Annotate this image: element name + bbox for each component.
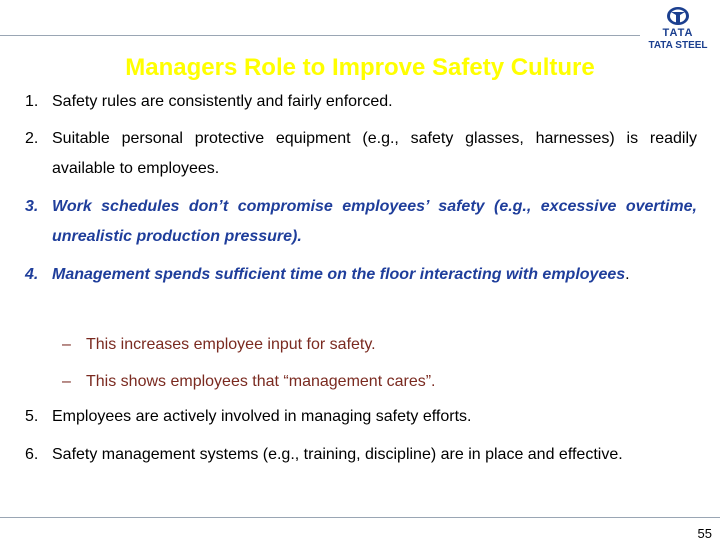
sub-item-2: [62, 373, 435, 391]
list-number: 6.: [25, 446, 39, 463]
list-number: 3.: [25, 198, 39, 215]
sub-item-text: This shows employees that “management cares”.: [86, 373, 436, 390]
list-text-wrapper: [52, 260, 697, 290]
list-number: 5.: [25, 408, 39, 425]
list-text: Safety management systems (e.g., training, discipline) are in place and effective.: [52, 446, 623, 463]
sub-item-dash: –: [62, 373, 71, 390]
logo-text-tata: TATA: [662, 27, 694, 39]
list-text: Suitable personal protective equipment (e.g., safety glasses, harnesses) is readily available to employees.: [52, 130, 697, 177]
logo-text-tata-steel: TATA STEEL: [648, 40, 708, 51]
sub-item-text: This increases employee input for safety.: [86, 336, 376, 353]
list-text: Employees are actively involved in managing safety efforts.: [52, 408, 472, 425]
list-text: Management spends sufficient time on the floor interacting with employees: [52, 266, 626, 283]
list-item-5: [25, 402, 697, 432]
tata-steel-logo: [642, 6, 714, 52]
list-text: Work schedules don’t compromise employees’ safety (e.g., excessive overtime, unrealistic production pressure).: [52, 198, 697, 245]
tata-emblem-icon: [642, 6, 714, 28]
sub-item-dash: –: [62, 336, 71, 353]
header-divider: [0, 35, 640, 36]
list-text-suffix: .: [625, 266, 630, 283]
footer-divider: [0, 517, 720, 518]
list-text: Safety rules are consistently and fairly enforced.: [52, 93, 393, 110]
page-number: 55: [697, 526, 712, 541]
list-item-3: [25, 192, 697, 252]
list-item-2: [25, 124, 697, 184]
list-item-6: [25, 440, 697, 470]
list-item-4: [25, 260, 697, 290]
list-number: 1.: [25, 93, 39, 110]
list-number: 4.: [25, 266, 39, 283]
list-number: 2.: [25, 130, 39, 147]
sub-item-1: [62, 336, 376, 354]
page-title: Managers Role to Improve Safety Culture: [125, 54, 595, 81]
list-item-1: [25, 87, 697, 117]
